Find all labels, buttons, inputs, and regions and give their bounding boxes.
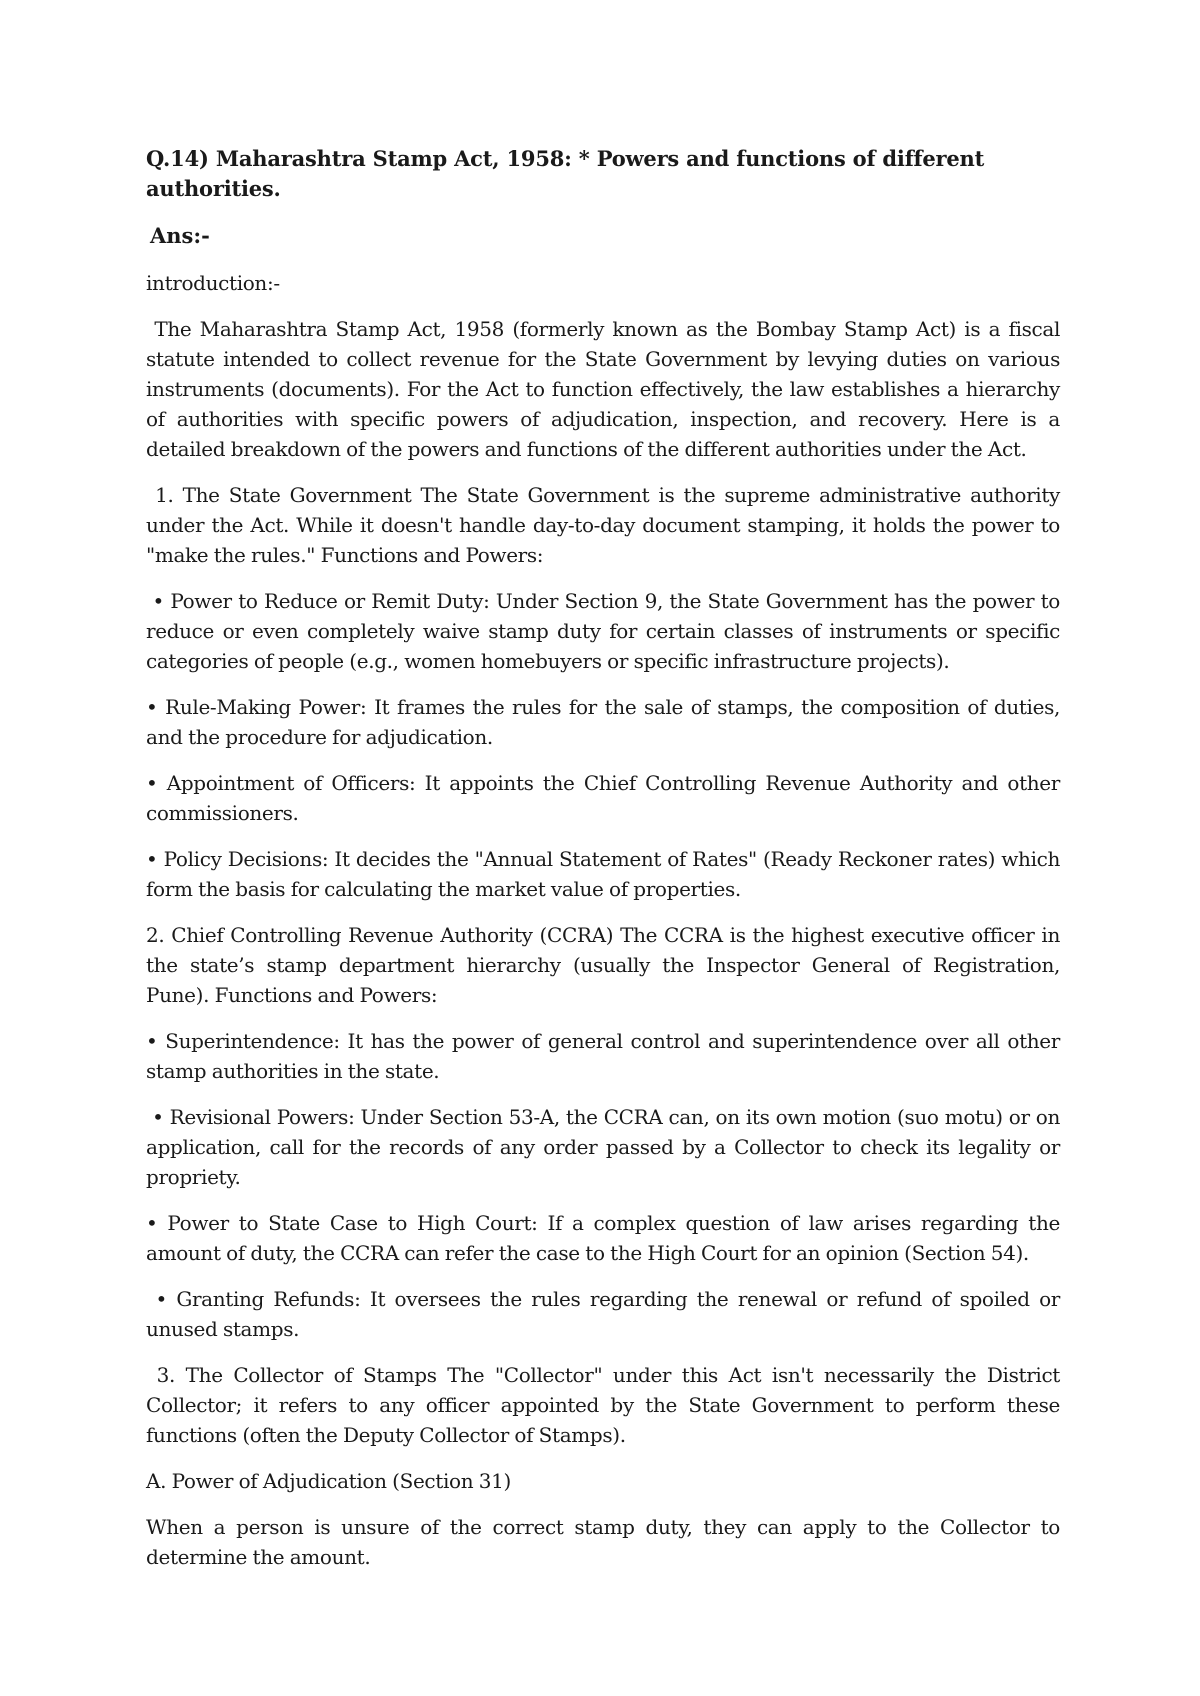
section-collector-of-stamps: 3. The Collector of Stamps The "Collector" under this Act isn't necessarily the District Collector; it refers to any officer appointed by the State Government to perform these functions (often the Deputy Collector of Stamps). <box>146 1363 1066 1447</box>
document-page <box>146 144 1066 1588</box>
bullet-rule-making-power: • Rule-Making Power: It frames the rules for the sale of stamps, the composition of duties, and the procedure for adjudication. <box>146 695 1060 749</box>
bullet-granting-refunds: • Granting Refunds: It oversees the rules regarding the renewal or refund of spoiled or unused stamps. <box>146 1287 1066 1341</box>
bullet-reduce-remit-duty: • Power to Reduce or Remit Duty: Under Section 9, the State Government has the power to reduce or even completely waive stamp duty for certain classes of instruments or specific categories of people (e.g., women homebuyers or specific infrastructure projects). <box>146 589 1066 673</box>
bullet-policy-decisions: • Policy Decisions: It decides the "Annual Statement of Rates" (Ready Reckoner rates) which form the basis for calculating the market value of properties. <box>146 847 1060 901</box>
section-ccra: 2. Chief Controlling Revenue Authority (CCRA) The CCRA is the highest executive officer in the state’s stamp department hierarchy (usually the Inspector General of Registration, Pune). Functions and Powers: <box>146 923 1060 1007</box>
paragraph-adjudication: When a person is unsure of the correct stamp duty, they can apply to the Collector to determine the amount. <box>146 1515 1060 1569</box>
section-state-government: 1. The State Government The State Government is the supreme administrative authority under the Act. While it doesn't handle day-to-day document stamping, it holds the power to "make the rules." Functions and Powers: <box>146 483 1066 567</box>
bullet-superintendence: • Superintendence: It has the power of general control and superintendence over all other stamp authorities in the state. <box>146 1029 1060 1083</box>
intro-paragraph: The Maharashtra Stamp Act, 1958 (formerly known as the Bombay Stamp Act) is a fiscal statute intended to collect revenue for the State Government by levying duties on various instruments (documents). For the Act to function effectively, the law establishes a hierarchy of authorities with specific powers of adjudication, inspection, and recovery. Here is a detailed breakdown of the powers and functions of the different authorities under the Act. <box>146 317 1066 461</box>
introduction-heading: introduction:- <box>146 271 280 295</box>
answer-label: Ans:- <box>150 223 210 248</box>
subsection-adjudication: A. Power of Adjudication (Section 31) <box>146 1469 511 1493</box>
bullet-state-case-high-court: • Power to State Case to High Court: If a complex question of law arises regarding the amount of duty, the CCRA can refer the case to the High Court for an opinion (Section 54). <box>146 1211 1060 1265</box>
bullet-appointment-of-officers: • Appointment of Officers: It appoints the Chief Controlling Revenue Authority and other commissioners. <box>146 771 1060 825</box>
bullet-revisional-powers: • Revisional Powers: Under Section 53-A, the CCRA can, on its own motion (suo motu) or on application, call for the records of any order passed by a Collector to check its legality or propriety. <box>146 1105 1066 1189</box>
question-title: Q.14) Maharashtra Stamp Act, 1958: * Powers and functions of different authorities. <box>146 146 985 201</box>
